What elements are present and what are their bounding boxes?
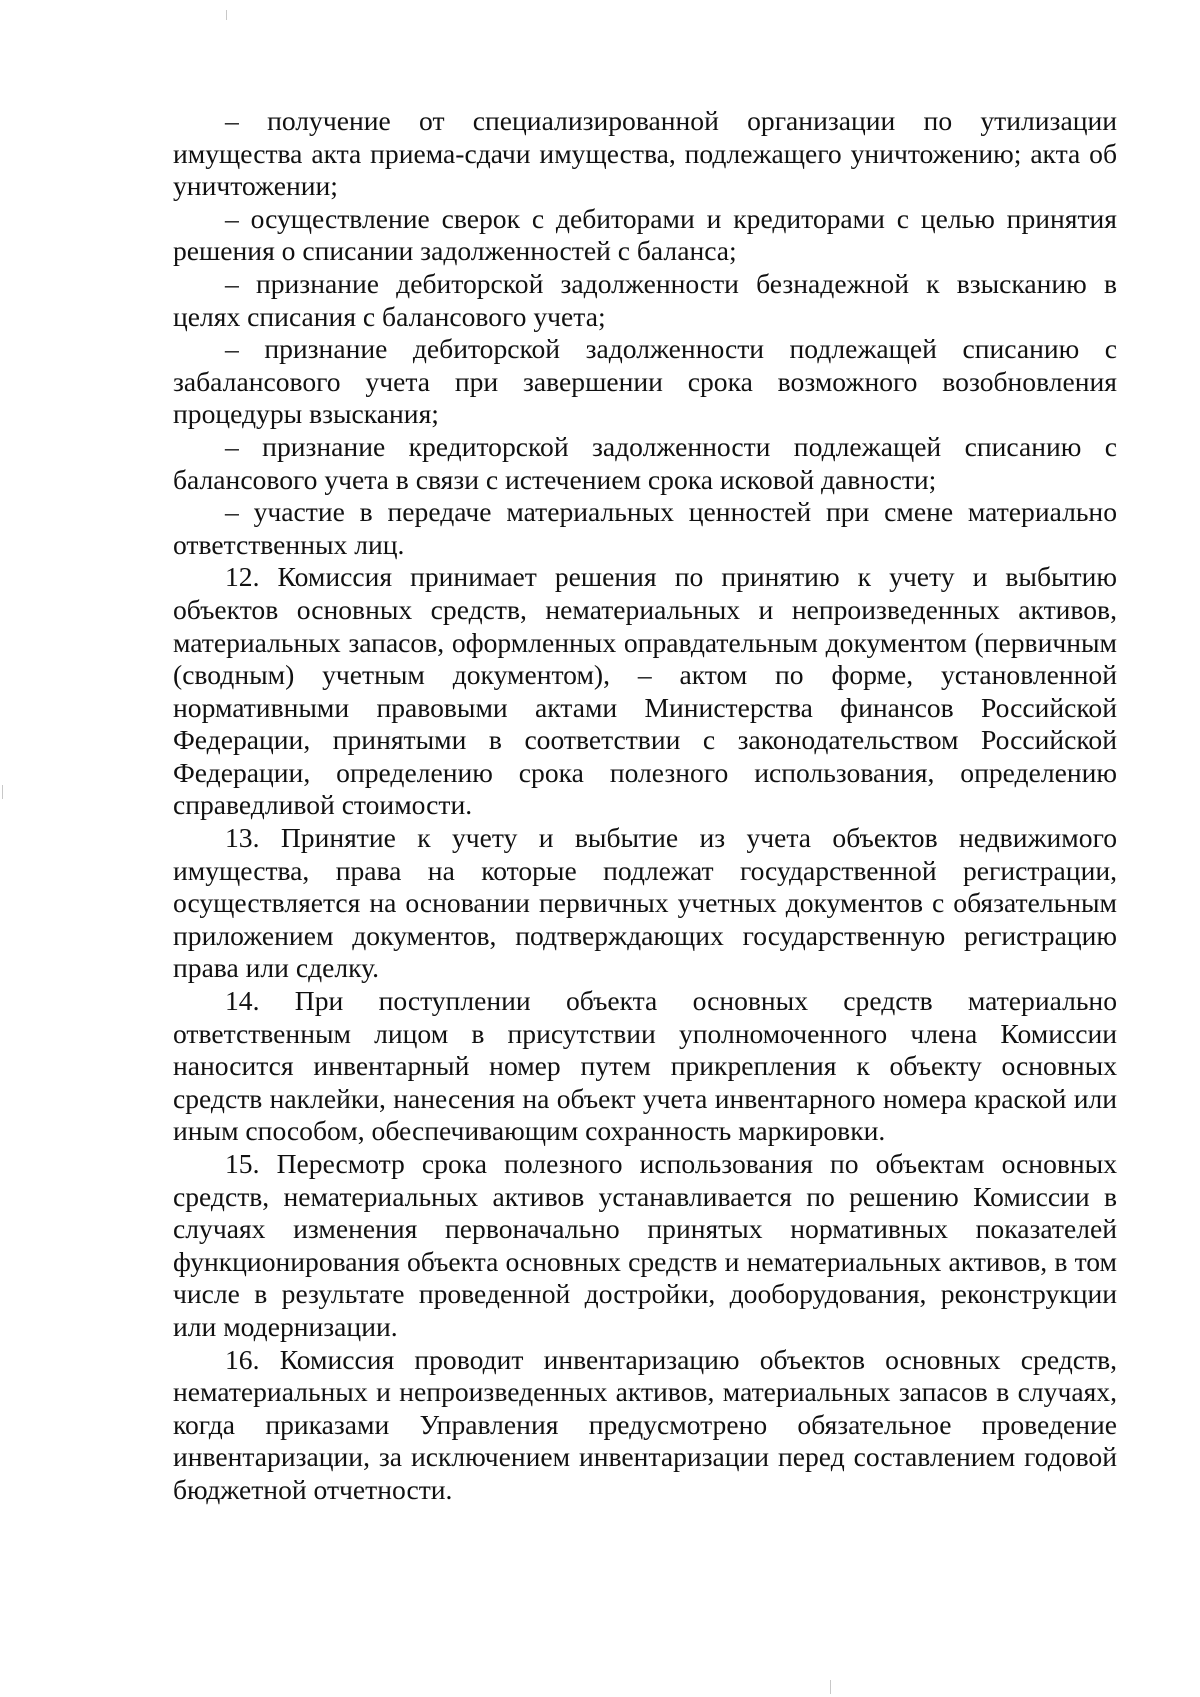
paragraph-15: 15. Пересмотр срока полезного использования по объектам основных средств, нематериальных активов устанавливается по решению Комиссии в случаях изменения первоначально принятых нормативных показателей функционирования объекта основных средств и нематериальных активов, в том числе в результате проведенной достройки, дооборудования, реконструкции или модернизации. — [173, 1148, 1117, 1342]
paragraph-16: 16. Комиссия проводит инвентаризацию объектов основных средств, нематериальных и непроизведенных активов, материальных запасов в случаях, когда приказами Управления предусмотрено обязательное проведение инвентаризации, за исключением инвентаризации перед составлением годовой бюджетной отчетности. — [173, 1343, 1117, 1505]
paragraph-reconciliation: – осуществление сверок с дебиторами и кредиторами с целью принятия решения о списании задолженностей с баланса; — [173, 202, 1117, 267]
paragraph-off-balance-debt: – признание дебиторской задолженности подлежащей списанию с забалансового учета при завершении срока возможного возобновления процедуры взыскания; — [173, 333, 1117, 430]
scan-artifact-mark — [2, 785, 3, 799]
paragraph-bad-debt: – признание дебиторской задолженности безнадежной к взысканию в целях списания с балансового учета; — [173, 267, 1117, 332]
paragraph-disposal-act: – получение от специализированной организации по утилизации имущества акта приема-сдачи имущества, подлежащего уничтожению; акта об уничтожении; — [173, 105, 1117, 202]
document-body — [173, 105, 1117, 1507]
scan-artifact-mark — [226, 10, 227, 20]
paragraph-12: 12. Комиссия принимает решения по принятию к учету и выбытию объектов основных средств, нематериальных и непроизведенных активов, материальных запасов, оформленных оправдательным документом (первичным (сводным) учетным документом), – актом по форме, установленной нормативными правовыми актами Министерства финансов Российской Федерации, принятыми в соответствии с законодательством Российской Федерации, определению срока полезного использования, определению справедливой стоимости. — [173, 561, 1117, 821]
paragraph-14: 14. При поступлении объекта основных средств материально ответственным лицом в присутствии уполномоченного члена Комиссии наносится инвентарный номер путем прикрепления к объекту основных средств наклейки, нанесения на объект учета инвентарного номера краской или иным способом, обеспечивающим сохранность маркировки. — [173, 985, 1117, 1147]
paragraph-13: 13. Принятие к учету и выбытие из учета объектов недвижимого имущества, права на которые подлежат государственной регистрации, осуществляется на основании первичных учетных документов с обязательным приложением документов, подтверждающих государственную регистрацию права или сделку. — [173, 822, 1117, 984]
paragraph-handover: – участие в передаче материальных ценностей при смене материально ответственных лиц. — [173, 496, 1117, 560]
scan-artifact-mark — [830, 1680, 831, 1694]
paragraph-creditor-debt: – признание кредиторской задолженности подлежащей списанию с балансового учета в связи с истечением срока исковой давности; — [173, 430, 1117, 495]
